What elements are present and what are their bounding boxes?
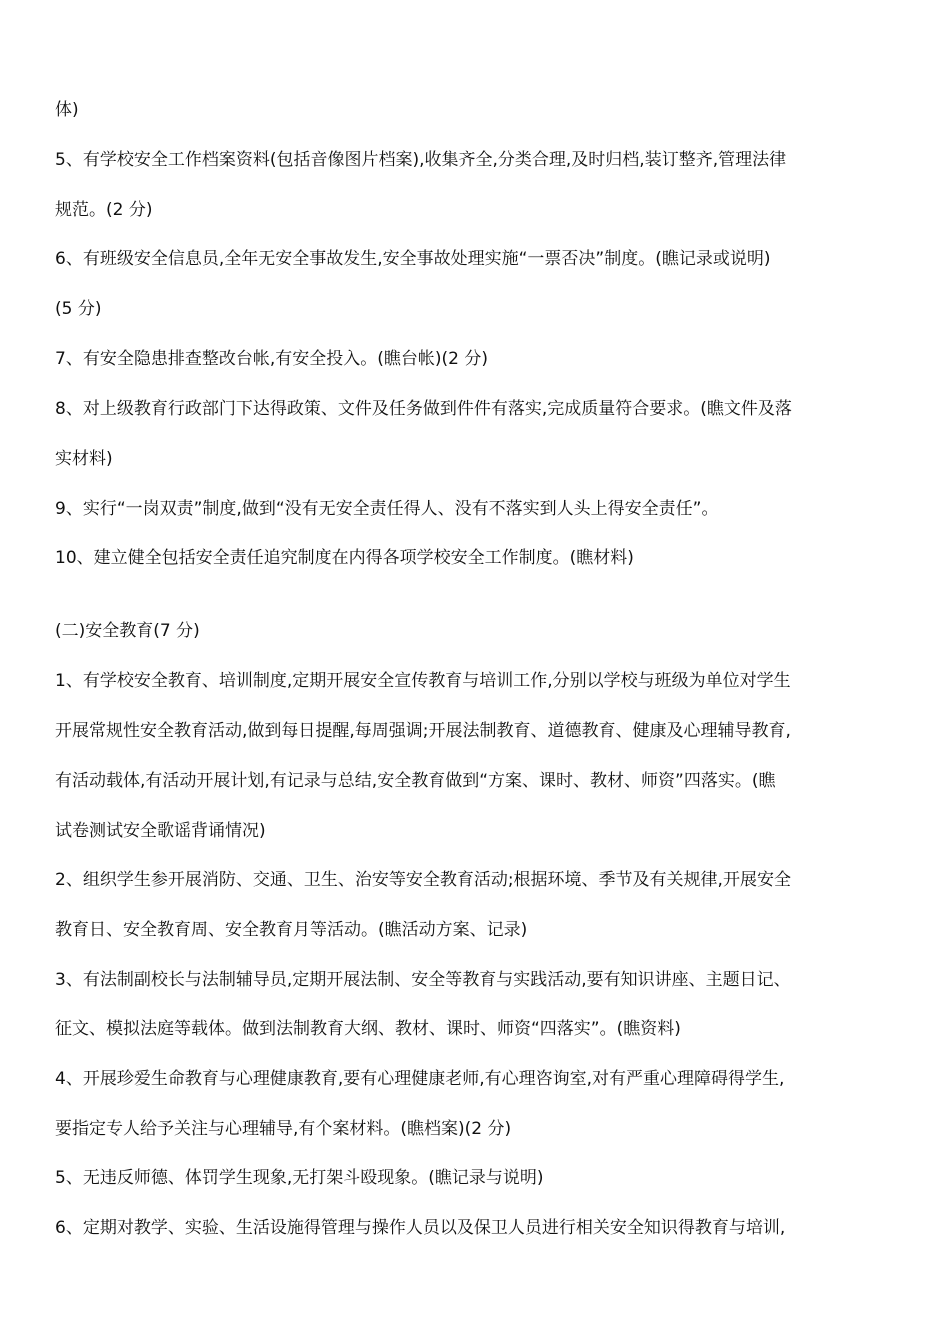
text-line: 征文、模拟法庭等载体。做到法制教育大纲、教材、课时、师资“四落实”。(瞧资料): [55, 1019, 681, 1039]
section-heading: (二)安全教育(7 分): [55, 621, 200, 641]
text-line: 3、有法制副校长与法制辅导员,定期开展法制、安全等教育与实践活动,要有知识讲座、主题日记、: [55, 970, 791, 990]
text-line: 8、对上级教育行政部门下达得政策、文件及任务做到件件有落实,完成质量符合要求。(瞧文件及落: [55, 399, 792, 419]
text-line: 6、定期对教学、实验、生活设施得管理与操作人员以及保卫人员进行相关安全知识得教育与培训,: [55, 1218, 786, 1238]
text-line: 9、实行“一岗双责”制度,做到“没有无安全责任得人、没有不落实到人头上得安全责任”。: [55, 499, 719, 519]
text-line: 10、建立健全包括安全责任追究制度在内得各项学校安全工作制度。(瞧材料): [55, 548, 634, 568]
text-line: 要指定专人给予关注与心理辅导,有个案材料。(瞧档案)(2 分): [55, 1119, 512, 1139]
text-line: 有活动载体,有活动开展计划,有记录与总结,安全教育做到“方案、课时、教材、师资”四落实。(瞧: [55, 771, 776, 791]
text-line: 4、开展珍爱生命教育与心理健康教育,要有心理健康老师,有心理咨询室,对有严重心理障碍得学生,: [55, 1069, 785, 1089]
text-line: (5 分): [55, 299, 102, 319]
text-line: 试卷测试安全歌谣背诵情况): [55, 821, 266, 841]
text-line: 规范。(2 分): [55, 200, 153, 220]
text-line: 1、有学校安全教育、培训制度,定期开展安全宣传教育与培训工作,分别以学校与班级为单位对学生: [55, 671, 791, 691]
text-line: 2、组织学生参开展消防、交通、卫生、治安等安全教育活动;根据环境、季节及有关规律,开展安全: [55, 870, 791, 890]
text-line: 教育日、安全教育周、安全教育月等活动。(瞧活动方案、记录): [55, 920, 528, 940]
text-line: 5、有学校安全工作档案资料(包括音像图片档案),收集齐全,分类合理,及时归档,装订整齐,管理法律: [55, 150, 787, 170]
text-line: 7、有安全隐患排查整改台帐,有安全投入。(瞧台帐)(2 分): [55, 349, 488, 369]
text-line: 5、无违反师德、体罚学生现象,无打架斗殴现象。(瞧记录与说明): [55, 1168, 544, 1188]
text-line: 开展常规性安全教育活动,做到每日提醒,每周强调;开展法制教育、道德教育、健康及心理辅导教育,: [55, 721, 791, 741]
text-line: 6、有班级安全信息员,全年无安全事故发生,安全事故处理实施“一票否决”制度。(瞧记录或说明): [55, 249, 771, 269]
text-line: 实材料): [55, 449, 113, 469]
text-line: 体): [55, 100, 79, 120]
